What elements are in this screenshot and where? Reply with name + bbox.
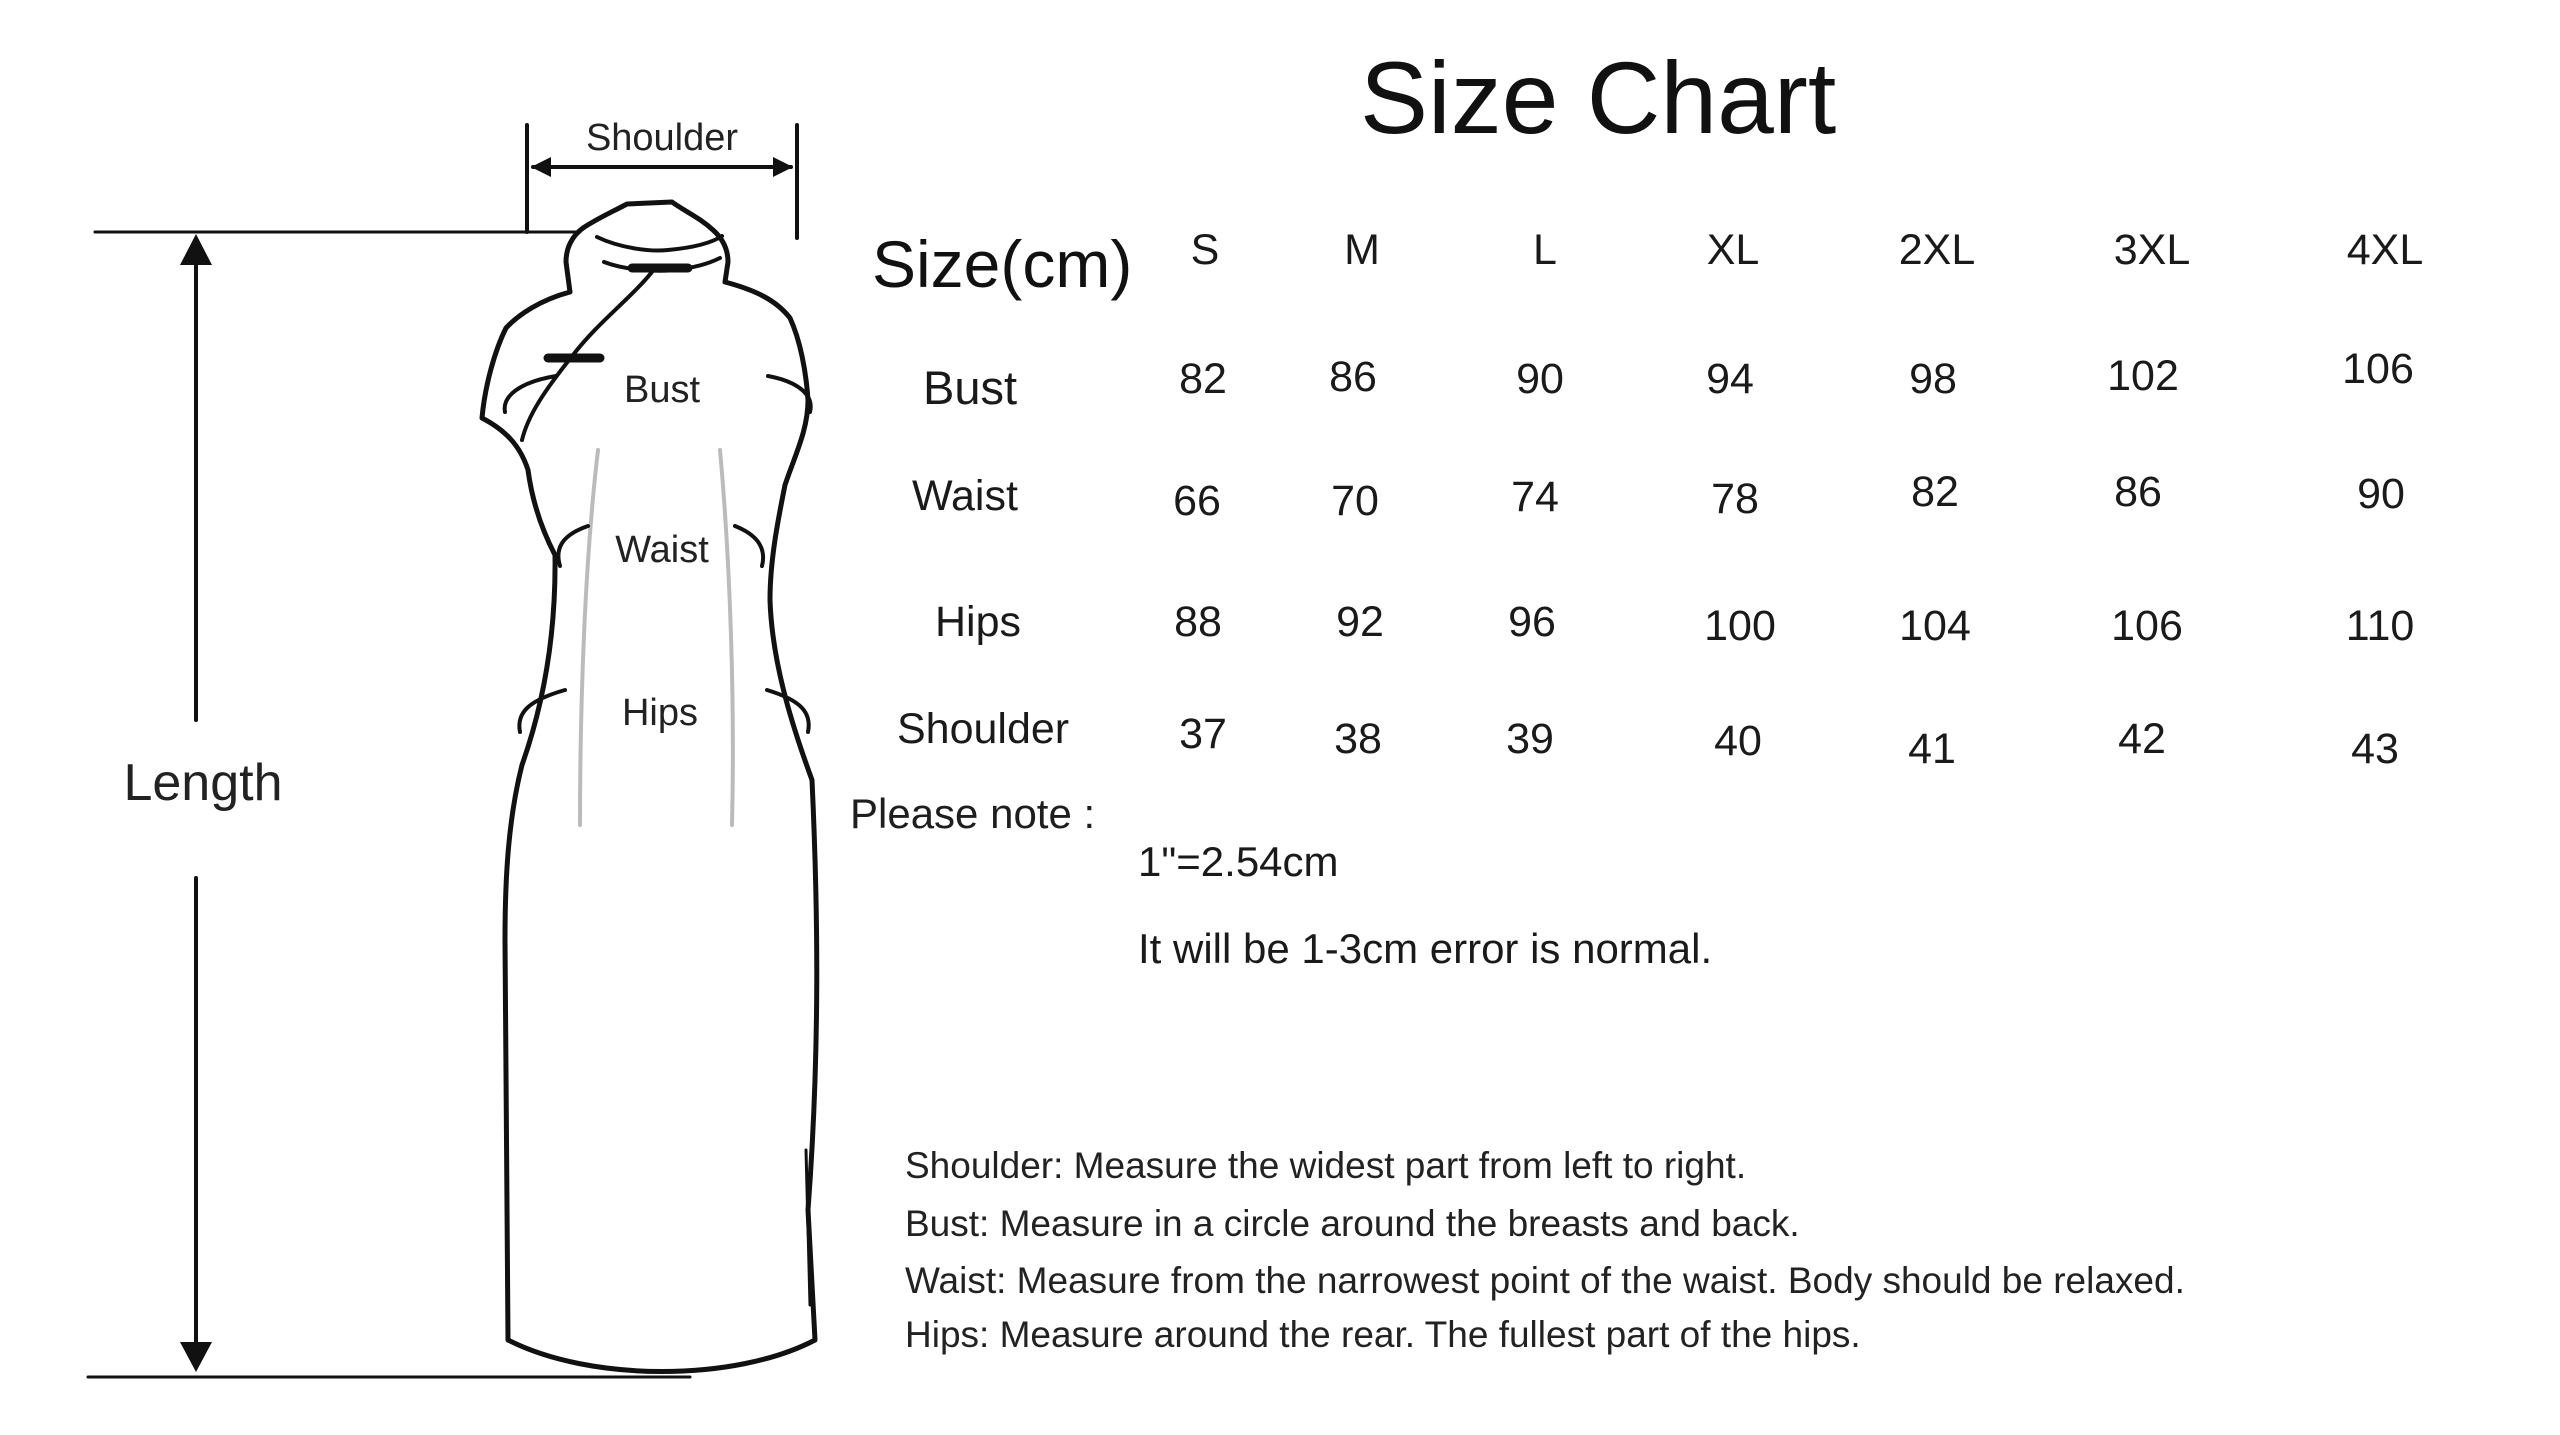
size-header-4xl: 4XL <box>2346 226 2424 274</box>
size-header-2xl: 2XL <box>1898 226 1976 274</box>
table-cell: 110 <box>2345 602 2415 650</box>
table-cell: 41 <box>1908 725 1956 773</box>
row-label-hips: Hips <box>935 598 1022 646</box>
table-cell: 66 <box>1173 477 1221 525</box>
figure-shoulder-label: Shoulder <box>585 117 739 159</box>
table-cell: 43 <box>2351 725 2399 773</box>
row-label-bust: Bust <box>923 361 1018 414</box>
row-label-shoulder: Shoulder <box>897 705 1070 753</box>
table-cell: 86 <box>1329 353 1377 401</box>
table-cell: 74 <box>1511 473 1559 521</box>
figure-hips-label: Hips <box>621 692 699 734</box>
table-cell: 100 <box>1704 602 1776 650</box>
table-cell: 82 <box>1179 355 1227 403</box>
table-cell: 86 <box>2114 468 2162 516</box>
definition-waist: Waist: Measure from the narrowest point of the waist. Body should be relaxed. <box>905 1260 2185 1301</box>
table-cell: 90 <box>1516 355 1564 403</box>
table-cell: 98 <box>1909 355 1957 403</box>
table-cell: 94 <box>1706 355 1754 403</box>
size-header-l: L <box>1533 226 1557 274</box>
definition-hips: Hips: Measure around the rear. The fullest part of the hips. <box>905 1314 1861 1355</box>
page-title: Size Chart <box>1360 41 1837 155</box>
table-cell: 70 <box>1331 477 1379 525</box>
table-cell: 90 <box>2357 470 2405 518</box>
table-cell: 37 <box>1179 710 1227 758</box>
size-header-3xl: 3XL <box>2113 226 2191 274</box>
table-cell: 102 <box>2107 352 2179 400</box>
table-cell: 40 <box>1714 717 1762 765</box>
figure-length-label: Length <box>123 754 283 812</box>
note-conversion: 1"=2.54cm <box>1138 838 1339 885</box>
table-cell: 106 <box>2342 345 2414 393</box>
size-header-s: S <box>1190 226 1220 274</box>
row-label-waist: Waist <box>912 472 1018 520</box>
table-cell: 82 <box>1911 468 1959 516</box>
size-header-m: M <box>1344 226 1380 274</box>
size-column-header: Size(cm) <box>872 227 1133 301</box>
figure-bust-label: Bust <box>623 369 701 411</box>
table-cell: 39 <box>1506 715 1554 763</box>
table-cell: 106 <box>2111 602 2183 650</box>
size-header-xl: XL <box>1706 226 1760 274</box>
table-cell: 92 <box>1336 598 1384 646</box>
table-cell: 104 <box>1899 602 1971 650</box>
figure-waist-label: Waist <box>615 529 709 571</box>
table-cell: 42 <box>2118 715 2166 763</box>
table-cell: 78 <box>1711 475 1759 523</box>
table-cell: 96 <box>1508 598 1556 646</box>
table-cell: 38 <box>1334 715 1382 763</box>
table-cell: 88 <box>1174 598 1222 646</box>
note-tolerance: It will be 1-3cm error is normal. <box>1138 925 1713 972</box>
dress-measurement-illustration <box>0 0 860 1435</box>
note-title: Please note : <box>850 790 1096 837</box>
definition-shoulder: Shoulder: Measure the widest part from left to right. <box>905 1145 1747 1186</box>
definition-bust: Bust: Measure in a circle around the breasts and back. <box>905 1203 1800 1244</box>
